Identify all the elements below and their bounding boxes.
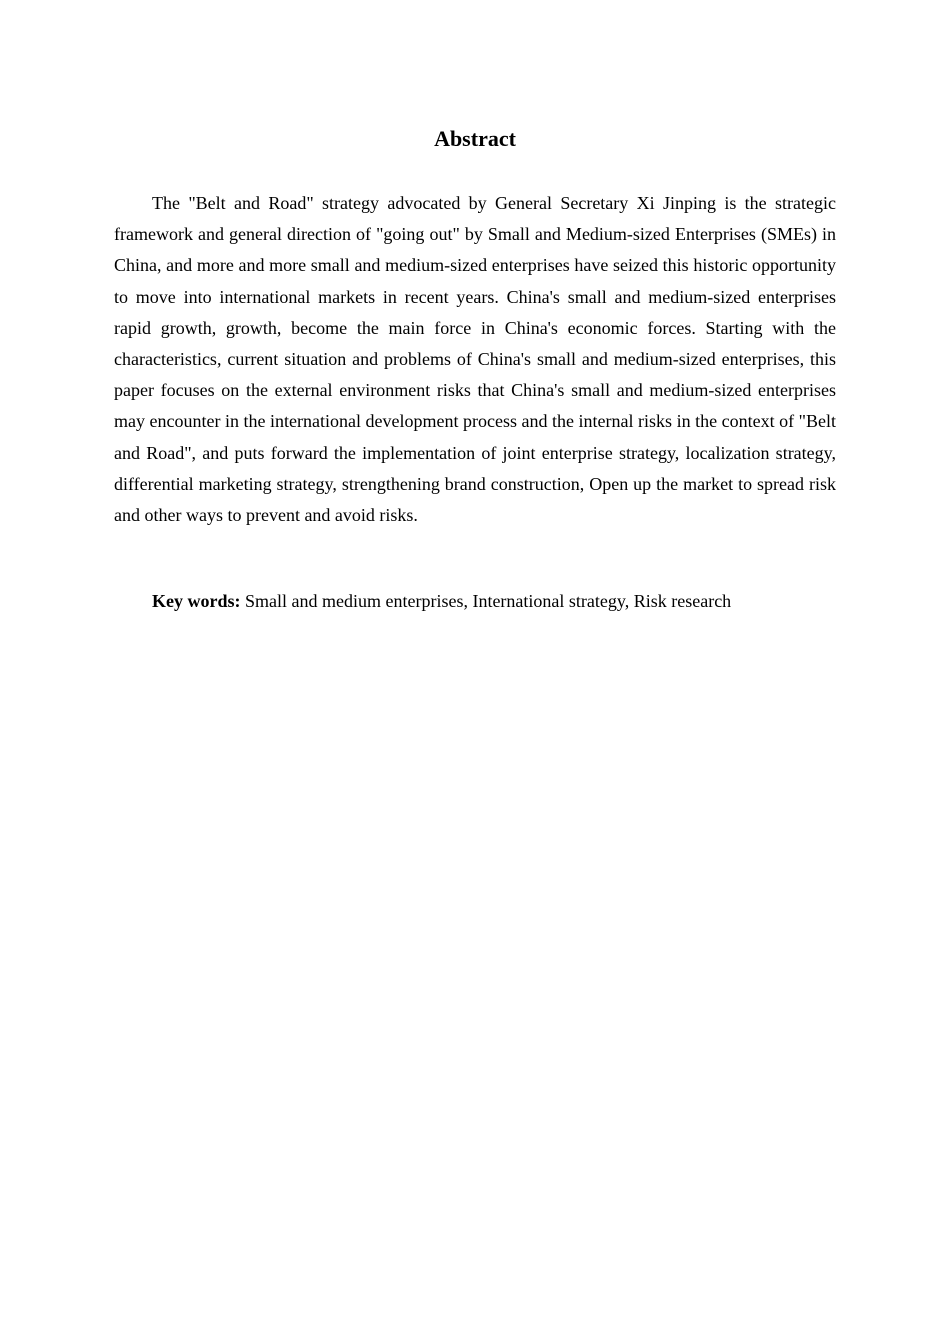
- keywords-text: Small and medium enterprises, International strategy, Risk research: [245, 591, 732, 611]
- keywords-line: [114, 587, 836, 615]
- abstract-paragraph: The "Belt and Road" strategy advocated by General Secretary Xi Jinping is the strategic framework and general direction of "going out" by Small and Medium-sized Enterprises (SMEs) in China, and more and more small and medium-sized enterprises have seized this historic opportunity to move into international markets in recent years. China's small and medium-sized enterprises rapid growth, growth, become the main force in China's economic forces. Starting with the characteristics, current situation and problems of China's small and medium-sized enterprises, this paper focuses on the external environment risks that China's small and medium-sized enterprises may encounter in the international development process and the internal risks in the context of "Belt and Road", and puts forward the implementation of joint enterprise strategy, localization strategy, differential marketing strategy, strengthening brand construction, Open up the market to spread risk and other ways to prevent and avoid risks.: [114, 193, 836, 526]
- keywords-label: Key words:: [152, 591, 241, 611]
- page-title: Abstract: [434, 126, 516, 151]
